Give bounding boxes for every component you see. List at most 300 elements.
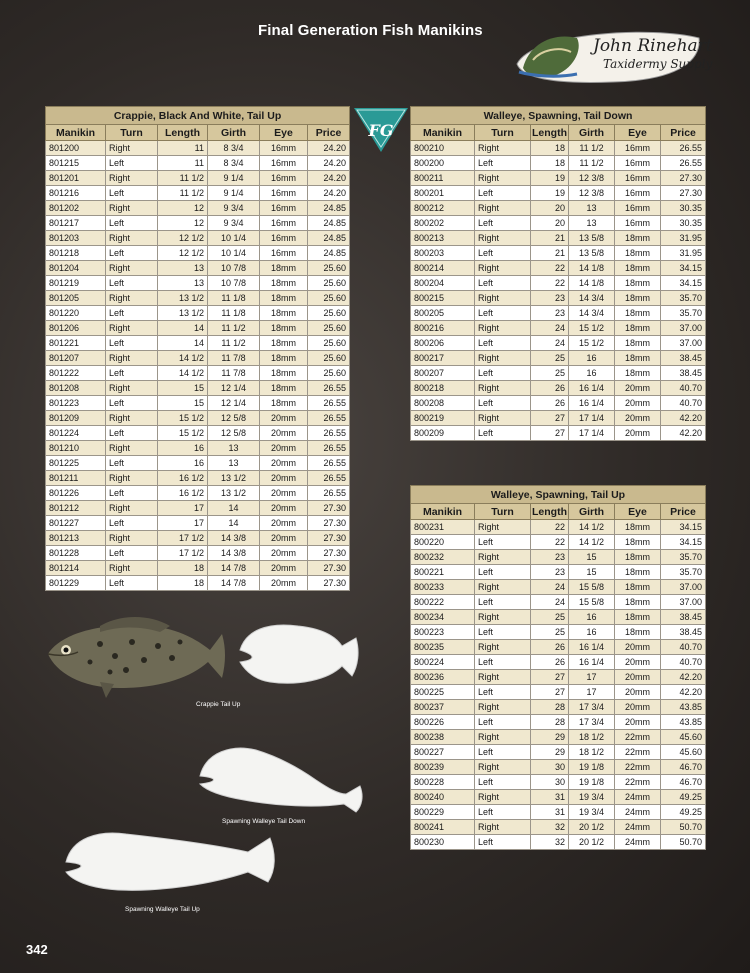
table-cell: 22 (531, 261, 569, 276)
table-cell: 11 7/8 (208, 366, 260, 381)
table-cell: 800210 (411, 141, 475, 156)
table-cell: 11 1/8 (208, 306, 260, 321)
table-cell: 27.30 (661, 186, 706, 201)
table-row (46, 516, 350, 531)
table-cell: 13 5/8 (569, 246, 615, 261)
table-cell: 18 (158, 576, 208, 591)
table-cell: 12 5/8 (208, 426, 260, 441)
table-cell: 17 (158, 516, 208, 531)
table-cell: 18mm (615, 336, 661, 351)
table-cell: 18 (158, 561, 208, 576)
table-cell: Left (475, 306, 531, 321)
table-cell: 23 (531, 550, 569, 565)
table-row (46, 456, 350, 471)
table-cell: 28 (531, 715, 569, 730)
table-cell: 801222 (46, 366, 106, 381)
table-cell: 800212 (411, 201, 475, 216)
table-row (46, 501, 350, 516)
table-cell: 20mm (615, 396, 661, 411)
table-row (411, 745, 706, 760)
table-row (411, 565, 706, 580)
table-cell: 18mm (615, 291, 661, 306)
table-cell: 801221 (46, 336, 106, 351)
table-cell: 35.70 (661, 306, 706, 321)
table-row (46, 396, 350, 411)
table-cell: 42.20 (661, 426, 706, 441)
walleye-tail-down-form-image (196, 742, 366, 814)
table-cell: Left (106, 576, 158, 591)
table-cell: 800211 (411, 171, 475, 186)
table-cell: 20mm (260, 411, 308, 426)
table-cell: 801203 (46, 231, 106, 246)
table-cell: 23 (531, 291, 569, 306)
table-cell: 16 1/4 (569, 381, 615, 396)
table-cell: Left (106, 366, 158, 381)
table-cell: 800205 (411, 306, 475, 321)
table-cell: 20mm (615, 381, 661, 396)
table-row (46, 576, 350, 591)
table-cell: 18mm (260, 276, 308, 291)
table-cell: 46.70 (661, 775, 706, 790)
table-cell: Left (475, 426, 531, 441)
table-cell: 37.00 (661, 595, 706, 610)
table-row (411, 595, 706, 610)
table-cell: 45.60 (661, 730, 706, 745)
table-cell: 27.30 (661, 171, 706, 186)
table-cell: 35.70 (661, 550, 706, 565)
crappie-manikin-table (45, 106, 350, 591)
table-cell: 20mm (615, 715, 661, 730)
table-cell: 18 1/2 (569, 730, 615, 745)
table-cell: 17 3/4 (569, 715, 615, 730)
column-header: Manikin (411, 504, 475, 520)
table-cell: 800232 (411, 550, 475, 565)
table-cell: Right (475, 820, 531, 835)
table-cell: Right (106, 501, 158, 516)
table-cell: 801220 (46, 306, 106, 321)
table-row (46, 156, 350, 171)
table-cell: 11 1/2 (569, 156, 615, 171)
table-cell: 14 (158, 321, 208, 336)
table-cell: 15 1/2 (569, 336, 615, 351)
table-cell: 24.85 (308, 246, 350, 261)
table-cell: 800227 (411, 745, 475, 760)
table-cell: Right (475, 700, 531, 715)
table-cell: 14 3/4 (569, 291, 615, 306)
table-cell: 17 (158, 501, 208, 516)
table-row (411, 535, 706, 550)
table-cell: 14 1/2 (158, 351, 208, 366)
table-cell: 11 1/2 (208, 336, 260, 351)
table-cell: 13 (158, 276, 208, 291)
table-cell: 800219 (411, 411, 475, 426)
table-cell: Right (106, 141, 158, 156)
table-cell: 27.30 (308, 531, 350, 546)
table-cell: 800216 (411, 321, 475, 336)
table-cell: 800207 (411, 366, 475, 381)
table-cell: 20 (531, 201, 569, 216)
table-cell: 16mm (615, 216, 661, 231)
column-header: Eye (615, 504, 661, 520)
table-row (411, 351, 706, 366)
table-cell: 14 (208, 516, 260, 531)
table-cell: 34.15 (661, 520, 706, 535)
table-cell: 31 (531, 805, 569, 820)
table-row (411, 685, 706, 700)
table-cell: 25.60 (308, 261, 350, 276)
table-cell: 24 (531, 336, 569, 351)
table-row (411, 396, 706, 411)
table-cell: 18mm (615, 580, 661, 595)
table-cell: 16mm (615, 156, 661, 171)
crappie-caption: Crappie Tail Up (196, 701, 241, 708)
table-cell: 38.45 (661, 351, 706, 366)
table-row (411, 835, 706, 850)
table-cell: 35.70 (661, 291, 706, 306)
table-cell: 800240 (411, 790, 475, 805)
table-cell: 25.60 (308, 276, 350, 291)
table-cell: 22mm (615, 775, 661, 790)
table-cell: 22mm (615, 760, 661, 775)
table-cell: 18mm (260, 306, 308, 321)
table-cell: 26 (531, 381, 569, 396)
table-cell: Right (475, 790, 531, 805)
table-cell: 11 (158, 156, 208, 171)
table-cell: 17 3/4 (569, 700, 615, 715)
table-cell: 800218 (411, 381, 475, 396)
table-cell: 800229 (411, 805, 475, 820)
table-cell: 13 (569, 216, 615, 231)
table-cell: 38.45 (661, 610, 706, 625)
table-cell: 16mm (260, 246, 308, 261)
table-cell: 18mm (615, 246, 661, 261)
table-cell: 10 1/4 (208, 246, 260, 261)
table-cell: 13 (208, 456, 260, 471)
table-cell: Right (106, 411, 158, 426)
table-cell: 18mm (615, 321, 661, 336)
table-cell: 800214 (411, 261, 475, 276)
table-cell: 12 1/4 (208, 381, 260, 396)
table-cell: 40.70 (661, 381, 706, 396)
table-row (411, 730, 706, 745)
table-cell: 15 (158, 381, 208, 396)
table-cell: 31 (531, 790, 569, 805)
logo-name: John Rinehart (593, 36, 713, 56)
table-cell: 801212 (46, 501, 106, 516)
table-cell: Right (475, 411, 531, 426)
table-row (411, 171, 706, 186)
table-cell: 20mm (615, 411, 661, 426)
table-cell: Right (475, 381, 531, 396)
table-cell: 26.55 (308, 456, 350, 471)
table-cell: 20mm (260, 426, 308, 441)
table-row (411, 655, 706, 670)
table-cell: 16mm (260, 186, 308, 201)
table-cell: 800236 (411, 670, 475, 685)
column-header: Price (661, 125, 706, 141)
table-cell: 801200 (46, 141, 106, 156)
table-cell: 9 3/4 (208, 201, 260, 216)
table-cell: 15 (569, 550, 615, 565)
table-cell: Left (475, 775, 531, 790)
table-cell: 25 (531, 610, 569, 625)
table-cell: 801227 (46, 516, 106, 531)
table-cell: 18 (531, 156, 569, 171)
table-cell: 17 1/4 (569, 411, 615, 426)
table-row (411, 261, 706, 276)
table-cell: 34.15 (661, 535, 706, 550)
table-cell: 9 1/4 (208, 171, 260, 186)
table-cell: Left (106, 546, 158, 561)
table-cell: 16mm (260, 156, 308, 171)
table-cell: Right (475, 580, 531, 595)
table-cell: 800202 (411, 216, 475, 231)
table-cell: 16 1/4 (569, 396, 615, 411)
table-cell: 18 1/2 (569, 745, 615, 760)
table-cell: 14 (158, 336, 208, 351)
table-cell: Right (475, 351, 531, 366)
table-cell: 29 (531, 745, 569, 760)
table-row (411, 156, 706, 171)
table-row (411, 231, 706, 246)
table-row (411, 805, 706, 820)
table-cell: Left (475, 186, 531, 201)
table-cell: Left (106, 336, 158, 351)
table-row (46, 306, 350, 321)
crappie-manikin-form-image (238, 620, 360, 688)
table-cell: Left (475, 156, 531, 171)
table-cell: 34.15 (661, 261, 706, 276)
table-cell: 20mm (260, 501, 308, 516)
table-cell: 18mm (615, 351, 661, 366)
table-cell: 19 3/4 (569, 790, 615, 805)
table-cell: 23 (531, 565, 569, 580)
table-cell: 24 (531, 595, 569, 610)
company-logo (513, 24, 713, 84)
table-title: Walleye, Spawning, Tail Up (411, 486, 706, 504)
table-row (411, 820, 706, 835)
table-cell: 37.00 (661, 336, 706, 351)
table-cell: 16 (569, 610, 615, 625)
table-cell: 22 (531, 520, 569, 535)
table-cell: 12 3/8 (569, 171, 615, 186)
table-cell: 26 (531, 396, 569, 411)
table-cell: 20mm (615, 685, 661, 700)
table-cell: 800221 (411, 565, 475, 580)
table-cell: 14 3/8 (208, 531, 260, 546)
column-header: Turn (475, 504, 531, 520)
table-row (411, 321, 706, 336)
table-cell: 11 7/8 (208, 351, 260, 366)
table-row (411, 550, 706, 565)
table-cell: 10 1/4 (208, 231, 260, 246)
table-row (46, 561, 350, 576)
column-header: Manikin (411, 125, 475, 141)
table-cell: 12 (158, 216, 208, 231)
table-cell: Left (475, 366, 531, 381)
table-cell: 18mm (260, 291, 308, 306)
table-row (46, 261, 350, 276)
table-cell: 800200 (411, 156, 475, 171)
table-cell: 12 1/2 (158, 231, 208, 246)
table-cell: 16 1/4 (569, 640, 615, 655)
table-cell: 10 7/8 (208, 261, 260, 276)
table-cell: Right (106, 351, 158, 366)
table-cell: 14 (208, 501, 260, 516)
page-title: Final Generation Fish Manikins (258, 22, 483, 39)
table-cell: 18mm (615, 625, 661, 640)
table-row (46, 291, 350, 306)
table-cell: 24 (531, 580, 569, 595)
table-cell: 30 (531, 775, 569, 790)
table-cell: 20mm (260, 486, 308, 501)
table-cell: Left (475, 246, 531, 261)
table-cell: 801214 (46, 561, 106, 576)
table-cell: Right (106, 231, 158, 246)
table-cell: 40.70 (661, 396, 706, 411)
table-cell: Left (475, 715, 531, 730)
table-cell: 801204 (46, 261, 106, 276)
table-cell: 49.25 (661, 790, 706, 805)
table-cell: Left (475, 396, 531, 411)
table-cell: Left (475, 685, 531, 700)
table-cell: 14 1/2 (569, 535, 615, 550)
table-cell: 29 (531, 730, 569, 745)
table-cell: 801207 (46, 351, 106, 366)
table-row (46, 246, 350, 261)
table-cell: 20mm (260, 516, 308, 531)
table-cell: Left (475, 835, 531, 850)
table-cell: 42.20 (661, 670, 706, 685)
table-cell: 19 1/8 (569, 760, 615, 775)
walleye-tail-up-table (410, 485, 706, 850)
table-row (46, 186, 350, 201)
table-cell: 26 (531, 655, 569, 670)
table-cell: 14 7/8 (208, 576, 260, 591)
table-cell: 800226 (411, 715, 475, 730)
table-cell: Right (475, 141, 531, 156)
table-cell: 26.55 (661, 156, 706, 171)
table-cell: 18mm (260, 351, 308, 366)
table-cell: 22 (531, 535, 569, 550)
table-cell: 17 1/2 (158, 546, 208, 561)
table-row (411, 715, 706, 730)
table-row (46, 141, 350, 156)
table-cell: 19 1/8 (569, 775, 615, 790)
fg-badge (354, 107, 408, 153)
table-cell: 800209 (411, 426, 475, 441)
table-cell: 20mm (615, 670, 661, 685)
table-cell: 24.20 (308, 171, 350, 186)
table-cell: 800231 (411, 520, 475, 535)
table-cell: 18mm (615, 550, 661, 565)
table-row (46, 411, 350, 426)
table-cell: 30 (531, 760, 569, 775)
table-cell: 17 1/4 (569, 426, 615, 441)
table-cell: 13 1/2 (208, 486, 260, 501)
table-cell: Right (475, 291, 531, 306)
table-cell: 50.70 (661, 820, 706, 835)
table-cell: Left (475, 595, 531, 610)
table-cell: 27 (531, 426, 569, 441)
column-header: Girth (208, 125, 260, 141)
table-cell: Left (106, 246, 158, 261)
table-cell: 14 1/2 (158, 366, 208, 381)
table-cell: 24.85 (308, 231, 350, 246)
table-cell: 14 1/8 (569, 276, 615, 291)
table-row (46, 426, 350, 441)
table-row (411, 625, 706, 640)
table-cell: 18mm (615, 366, 661, 381)
table-cell: 16mm (615, 141, 661, 156)
table-row (46, 216, 350, 231)
table-cell: 24.85 (308, 216, 350, 231)
table-cell: 34.15 (661, 276, 706, 291)
table-cell: 16 (158, 441, 208, 456)
table-cell: Right (106, 171, 158, 186)
table-cell: 18mm (260, 396, 308, 411)
table-row (411, 306, 706, 321)
table-cell: 800230 (411, 835, 475, 850)
table-cell: 16 1/2 (158, 486, 208, 501)
table-cell: 24.20 (308, 156, 350, 171)
table-cell: 25 (531, 351, 569, 366)
table-cell: 20mm (615, 426, 661, 441)
table-row (411, 700, 706, 715)
table-cell: Left (106, 156, 158, 171)
table-cell: 25.60 (308, 306, 350, 321)
table-cell: 18mm (615, 231, 661, 246)
table-row (411, 141, 706, 156)
table-cell: 800239 (411, 760, 475, 775)
table-cell: 16 (158, 456, 208, 471)
column-header: Price (661, 504, 706, 520)
table-cell: 801229 (46, 576, 106, 591)
table-cell: 800224 (411, 655, 475, 670)
table-cell: 11 1/2 (158, 186, 208, 201)
table-row (411, 336, 706, 351)
table-cell: 800204 (411, 276, 475, 291)
table-cell: Left (106, 396, 158, 411)
table-cell: 27 (531, 670, 569, 685)
table-cell: 24mm (615, 805, 661, 820)
table-cell: 16mm (615, 186, 661, 201)
table-cell: 18mm (615, 565, 661, 580)
table-cell: 27.30 (308, 516, 350, 531)
fg-badge-text: FG (368, 121, 394, 140)
table-cell: 17 (569, 685, 615, 700)
table-cell: 13 1/2 (158, 291, 208, 306)
table-cell: 16mm (260, 141, 308, 156)
table-cell: 16mm (260, 171, 308, 186)
table-cell: 27.30 (308, 576, 350, 591)
table-cell: Right (106, 201, 158, 216)
table-cell: 801213 (46, 531, 106, 546)
column-header: Eye (615, 125, 661, 141)
table-cell: 801219 (46, 276, 106, 291)
table-cell: Left (475, 805, 531, 820)
table-cell: 13 (208, 441, 260, 456)
table-cell: 11 1/2 (569, 141, 615, 156)
table-cell: 15 5/8 (569, 580, 615, 595)
table-cell: 25.60 (308, 321, 350, 336)
column-header: Price (308, 125, 350, 141)
table-cell: 800223 (411, 625, 475, 640)
table-cell: 35.70 (661, 565, 706, 580)
table-cell: 800228 (411, 775, 475, 790)
table-cell: 801211 (46, 471, 106, 486)
table-row (411, 760, 706, 775)
